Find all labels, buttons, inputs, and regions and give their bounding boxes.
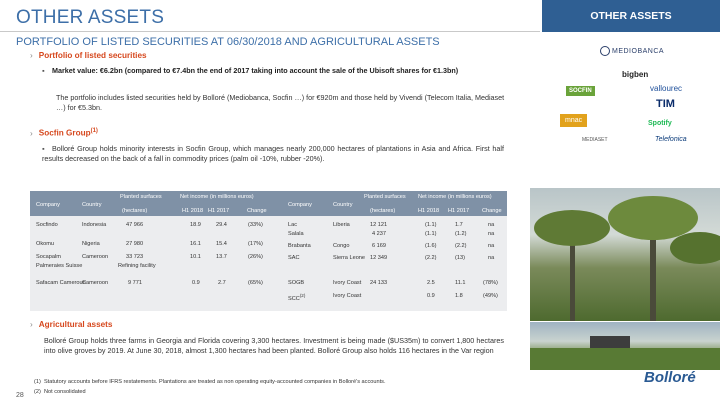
col-h1-2018: H1 2018: [182, 208, 204, 214]
agricultural-paragraph: Bolloré Group holds three farms in Georgia and Florida covering 3,300 hectares. Investment is being made ($US35m) to convert 1,800 hectares into olive groves by 2019. At June 30, 2018, almost 1,300 hectares had been planted. Bolloré Group also holds 116 hectares in the Var region: [44, 336, 504, 356]
title-divider: [0, 31, 540, 32]
listed-securities-heading: › Portfolio of listed securities: [30, 51, 147, 60]
mediobanca-logo: MEDIOBANCA: [600, 46, 664, 56]
col-h1-2017: H1 2017: [208, 208, 230, 214]
section-tab: OTHER ASSETS: [542, 0, 720, 32]
mediaset-logo: MEDIASET: [582, 137, 608, 143]
col-company: Company: [36, 202, 60, 208]
col-planted-right: Planted surfaces: [364, 194, 406, 200]
bullet-icon: ▪: [42, 144, 45, 153]
chevron-right-icon: ›: [30, 128, 33, 138]
col-net-income: Net income (in millions euros): [180, 194, 254, 200]
seal-icon: [600, 46, 610, 56]
tim-logo: TIM: [656, 98, 675, 110]
bigben-logo: bigben: [622, 70, 649, 79]
page-subtitle: PORTFOLIO OF LISTED SECURITIES AT 06/30/2018 AND AGRICULTURAL ASSETS: [16, 36, 440, 48]
spotify-logo: Spotify: [648, 120, 672, 127]
footnote: (1) Statutory accounts before IFRS restatements. Plantations are treated as non operating equity-accounted companies in Bolloré's accounts.: [34, 379, 386, 385]
field-icon: [530, 322, 720, 370]
farm-field-photo: [530, 322, 720, 370]
socfin-bullet: ▪ Bolloré Group holds minority interests in Socfin Group, which manages nearly 200,000 hectares of plantations in Asia and Africa. First half results decreased on the back of a fall in commodity prices (palm oil -10%, rubber -20%).: [42, 144, 504, 164]
col-company-right: Company: [288, 202, 312, 208]
socfin-logo: SOCFIN: [566, 86, 595, 96]
chevron-right-icon: ›: [30, 51, 33, 60]
col-change-right: Change: [482, 208, 502, 214]
socfin-heading: › Socfin Group$^{(1)}$: [30, 128, 98, 138]
logo-collage: [560, 34, 710, 184]
vallourec-logo: vallourec: [650, 84, 683, 93]
col-h1-2018-right: H1 2018: [418, 208, 440, 214]
chevron-right-icon: ›: [30, 320, 33, 329]
listed-securities-paragraph: The portfolio includes listed securities held by Bolloré (Mediobanca, Socfin …) for €920m and those held by Vivendi (Telecom Italia, Mediaset …) for €5.3bn.: [56, 93, 505, 113]
telefonica-logo: Telefonica: [655, 136, 687, 143]
col-country-right: Country: [333, 202, 353, 208]
generic-logo: mnac: [560, 114, 587, 127]
col-hectares: (hectares): [122, 208, 148, 214]
footnotes: [34, 378, 386, 397]
page-number: 28: [16, 392, 24, 399]
bollore-logo: Bolloré: [644, 369, 696, 386]
agricultural-heading: › Agricultural assets: [30, 320, 113, 329]
market-value-bullet: ▪ Market value: €6.2bn (compared to €7.4bn the end of 2017 taking into account the sale of the Ubisoft shares for €1.3bn): [42, 66, 459, 75]
col-h1-2017-right: H1 2017: [448, 208, 470, 214]
socfin-plantations-table: Company Country Planted surfaces Net income (in millions euros) (hectares) H1 2018 H1 2017 Change Company Country Planted surfaces Net income (in millions euros) (hectares) H1 2018 H1 2017 Change Socfindo Indonesia 47 966 18.9 29.4 (33%) Okomu Nigeria 27 980 16.1 15.4 (17%) Socapalm Cameroon 33 723 10.1 13.7 (26%) Palmeraies Suisse Refining facility Safacam Cameroun Cameroon 9 771 0.9 2.7 (65%) Lac Liberia 12 121 (1.1) 1.7 na Salala 4 237 (1.1) (1.2) na Brabanta Congo 6 169 (1.6) (2.2) na SAC Sierra Leone 12 349 (2.2) (13) na SOGB Ivory Coast 24 133 2.5 11.1 (78%) SCC$^{(2)}$ Ivory Coast 0.9 1.8 (49%): [30, 191, 507, 311]
col-country: Country: [82, 202, 102, 208]
footnote: (2) Not consolidated: [34, 388, 86, 395]
palm-trees-icon: [530, 188, 720, 321]
palm-plantation-photo: [530, 188, 720, 321]
bullet-icon: ▪: [42, 66, 45, 75]
col-net-income-right: Net income (in millions euros): [418, 194, 492, 200]
col-planted: Planted surfaces: [120, 194, 162, 200]
page-title: OTHER ASSETS: [16, 7, 165, 28]
col-change: Change: [247, 208, 267, 214]
col-hectares-right: (hectares): [370, 208, 396, 214]
